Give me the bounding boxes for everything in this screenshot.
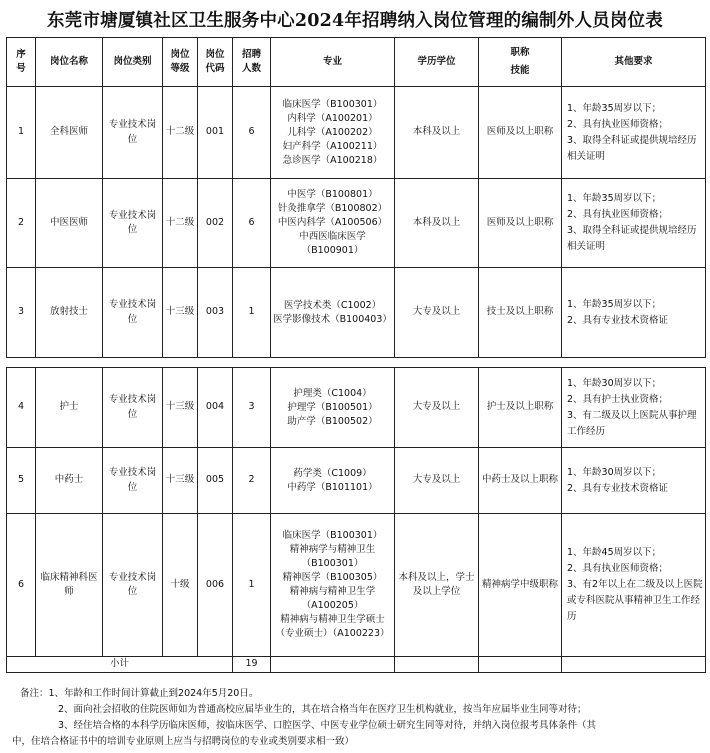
header-count: 招聘 人数 [233,38,271,87]
cell-code: 005 [198,448,233,514]
cell-grade: 十级 [163,514,198,657]
cell-category: 专业技术岗位 [103,514,163,657]
cell-other-line: 1、年龄35周岁以下； [567,102,662,114]
cell-seq: 1 [7,87,36,179]
cell-major-line: 妇产科学（A100211） [282,140,383,152]
cell-position: 护士 [36,368,103,448]
subtotal-label: 小计 [7,657,233,673]
cell-position: 中医医师 [36,179,103,268]
cell-code: 002 [198,179,233,268]
cell-category: 专业技术岗位 [103,368,163,448]
cell-code: 001 [198,87,233,179]
cell-other-line: 2、具有执业医师资格； [567,563,669,574]
subtotal-row [7,657,706,673]
cell-other-line: 3、取得全科证或提供规培经历相关证明 [567,134,697,162]
cell-seq: 4 [7,368,36,448]
cell-degree: 大专及以上 [395,268,479,358]
cell-other [562,268,706,358]
cell-position: 临床精神科医师 [36,514,103,657]
cell-major [271,514,395,657]
cell-major-line: 针灸推拿学（B100802） [277,203,388,214]
table-row [7,448,706,514]
cell-major [271,268,395,358]
subtotal-count: 19 [233,657,271,673]
cell-major [271,87,395,179]
cell-grade: 十三级 [163,268,198,358]
cell-count: 6 [233,87,271,179]
table-row [7,268,706,358]
table-row [7,179,706,268]
cell-code: 003 [198,268,233,358]
footnote-4: 中，住培合格证书中的培训专业原则上应当与招聘岗位的专业或类别要求相一致） [12,736,355,747]
cell-grade: 十三级 [163,368,198,448]
cell-degree: 本科及以上 [395,179,479,268]
cell-seq: 2 [7,179,36,268]
header-title: 职称 技能 [479,38,562,87]
cell-other-line: 1、年龄35周岁以下； [567,193,662,204]
footnote-1: 备注：1、年龄和工作时间计算截止到2024年5月20日。 [20,688,259,699]
cell-category: 专业技术岗位 [103,87,163,179]
cell-major-line: 精神病与精神卫生学（A100205） [289,586,376,611]
cell-grade: 十二级 [163,87,198,179]
cell-count: 1 [233,268,271,358]
cell-category: 专业技术岗位 [103,268,163,358]
cell-major-line: 临床医学（B100301） [282,530,383,541]
cell-major-line: 儿科学（A100202） [287,126,378,138]
cell-major [271,368,395,448]
cell-other-line: 2、具有专业技术资格证 [567,314,669,326]
cell-position: 中药士 [36,448,103,514]
cell-count: 2 [233,448,271,514]
cell-major-line: 精神病与精神卫生学硕士（专业硕士）（A100223） [275,614,390,639]
cell-degree: 本科及以上 [395,87,479,179]
cell-position: 放射技士 [36,268,103,358]
cell-other-line: 2、具有执业医师资格； [567,209,669,220]
cell-major-line: 护理类（C1004） [293,387,372,399]
cell-other-line: 3、取得全科证或提供规培经历相关证明 [567,225,697,252]
cell-major-line: 药学类（C1009） [293,467,372,479]
footnote-3: 3、经住培合格的本科学历临床医师，按临床医学、口腔医学、中医专业学位硕士研究生同等对待，并纳入岗位报考具体条件（其 [58,720,597,731]
cell-title: 护士及以上职称 [479,368,562,448]
cell-other-line: 1、年龄35周岁以下； [567,298,662,310]
cell-other-line: 3、有2年以上在二级及以上医院或专科医院从事精神卫生工作经历 [567,579,703,622]
cell-degree: 大专及以上 [395,448,479,514]
cell-major-line: 医学影像技术（B100403） [273,313,392,325]
cell-other [562,514,706,657]
cell-major [271,179,395,268]
cell-seq: 5 [7,448,36,514]
cell-major-line: 临床医学（B100301） [282,98,383,110]
footnotes [12,686,706,750]
cell-category: 专业技术岗位 [103,179,163,268]
table-row [7,368,706,448]
header-position: 岗位名称 [36,38,103,87]
cell-position: 全科医师 [36,87,103,179]
cell-other-line: 2、具有专业技术资格证 [567,482,669,494]
cell-seq: 3 [7,268,36,358]
cell-seq: 6 [7,514,36,657]
header-category: 岗位类别 [103,38,163,87]
cell-other-line: 3、有二级及以上医院从事护理工作经历 [567,409,697,437]
cell-title: 医师及以上职称 [479,179,562,268]
header-grade: 岗位 等级 [163,38,198,87]
cell-major-line: 助产学（B100502） [287,415,378,427]
cell-major-line: 中西医临床医学（B100901） [299,231,366,256]
cell-count: 3 [233,368,271,448]
cell-major [271,448,395,514]
positions-table-part1 [6,37,706,358]
table-header-row [7,38,706,87]
cell-title: 精神病学中级职称 [479,514,562,657]
cell-degree: 本科及以上，学士及以上学位 [395,514,479,657]
cell-major-line: 医学技术类（C1002） [283,299,382,311]
footnote-2: 2、面向社会招收的住院医师如为普通高校应届毕业生的，其在培合格当年在医疗卫生机构就业，按当年应届毕业生同等对待； [58,704,587,715]
header-seq: 序 号 [7,38,36,87]
cell-count: 1 [233,514,271,657]
cell-grade: 十三级 [163,448,198,514]
cell-code: 006 [198,514,233,657]
cell-major-line: 内科学（A100201） [287,112,378,124]
cell-title: 中药士及以上职称 [479,448,562,514]
cell-major-line: 护理学（B100501） [287,401,378,413]
cell-other-line: 2、具有护士执业资格； [567,393,669,405]
cell-other-line: 1、年龄45周岁以下； [567,547,662,558]
cell-major-line: 精神病学与精神卫生（B100301） [289,544,376,569]
cell-code: 004 [198,368,233,448]
cell-major-line: 精神医学（B100305） [282,572,383,583]
cell-other-line: 2、具有执业医师资格； [567,118,669,130]
positions-table-part2 [6,367,706,673]
cell-other [562,179,706,268]
cell-degree: 大专及以上 [395,368,479,448]
cell-grade: 十二级 [163,179,198,268]
cell-other-line: 1、年龄30周岁以下； [567,377,662,389]
table-row [7,514,706,657]
cell-other [562,87,706,179]
cell-major-line: 中医学（B100801） [287,189,378,200]
document-title: 东莞市塘厦镇社区卫生服务中心2024年招聘纳入岗位管理的编制外人员岗位表 [47,11,663,31]
cell-major-line: 中药学（B101101） [287,481,378,493]
cell-other [562,448,706,514]
cell-category: 专业技术岗位 [103,448,163,514]
header-other: 其他要求 [562,38,706,87]
header-major: 专业 [271,38,395,87]
cell-major-line: 急诊医学（A100218） [282,154,383,166]
cell-other [562,368,706,448]
cell-count: 6 [233,179,271,268]
cell-title: 医师及以上职称 [479,87,562,179]
cell-major-line: 中医内科学（A100506） [277,217,388,228]
header-code: 岗位 代码 [198,38,233,87]
header-degree: 学历学位 [395,38,479,87]
table-row [7,87,706,179]
cell-other-line: 1、年龄30周岁以下； [567,466,662,478]
cell-title: 技士及以上职称 [479,268,562,358]
